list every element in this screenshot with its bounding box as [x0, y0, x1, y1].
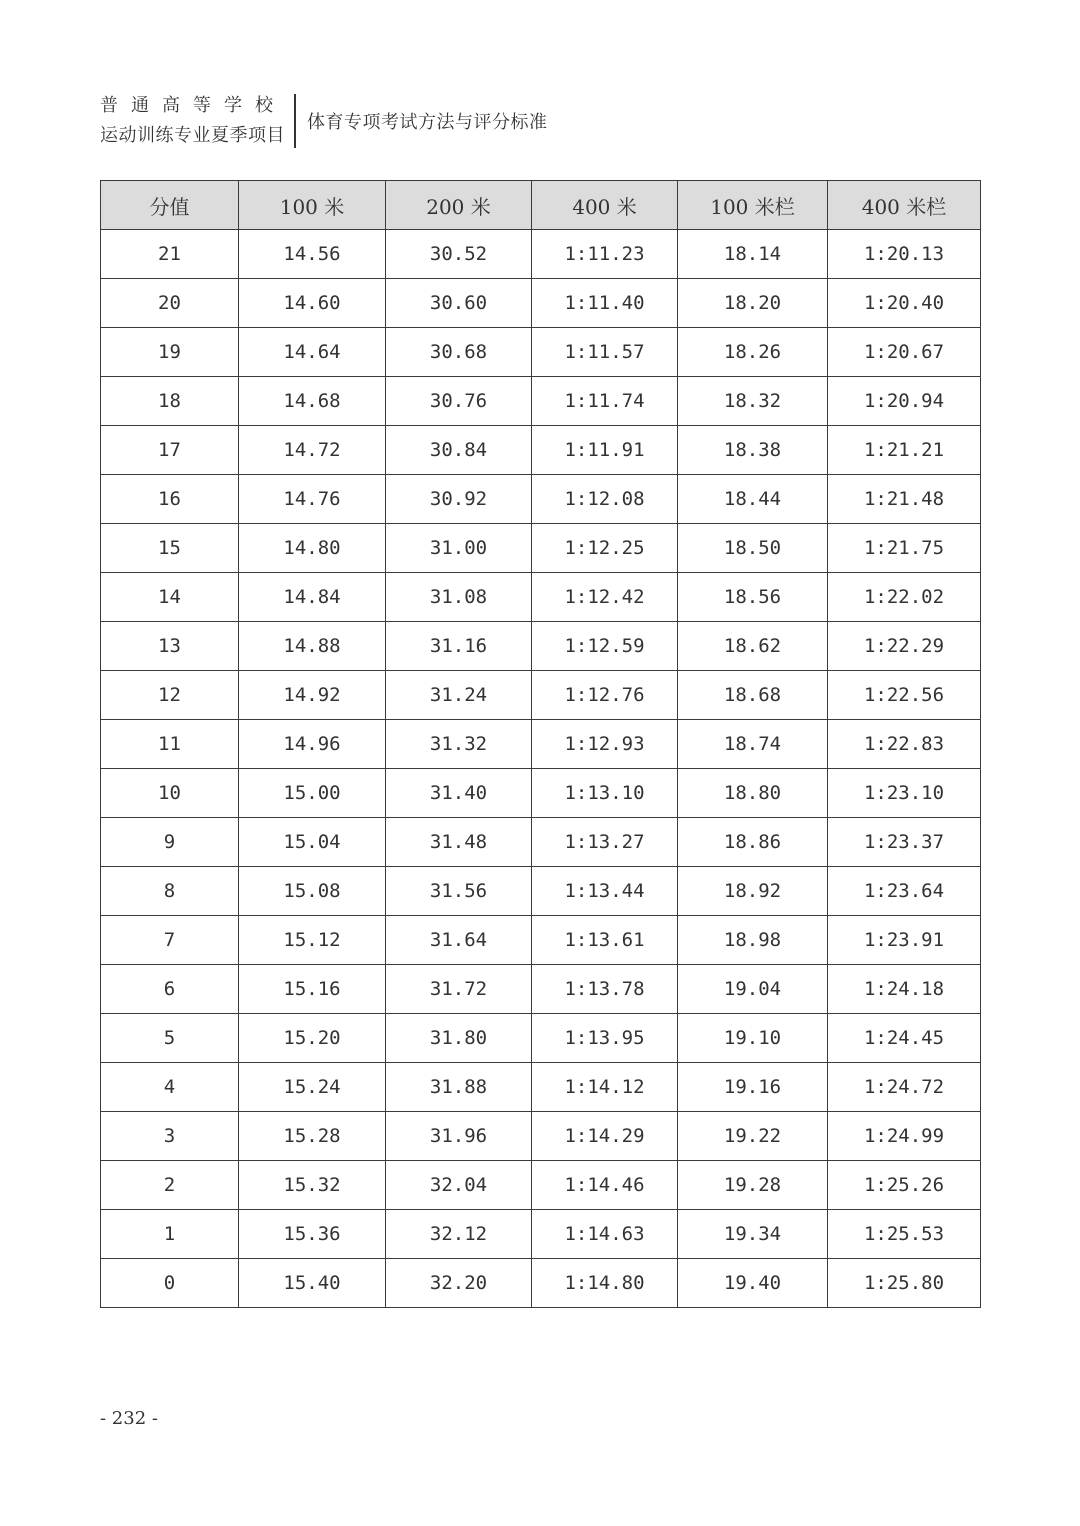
table-row — [101, 1210, 981, 1259]
table-row — [101, 916, 981, 965]
table-cell: 18.68 — [678, 671, 828, 720]
table-cell: 31.32 — [386, 720, 532, 769]
table-cell: 14.92 — [239, 671, 386, 720]
table-row — [101, 230, 981, 279]
table-cell: 30.92 — [386, 475, 532, 524]
table-cell: 1:22.56 — [828, 671, 981, 720]
table-cell: 15.36 — [239, 1210, 386, 1259]
table-cell: 1:13.44 — [532, 867, 678, 916]
table-cell: 1:13.27 — [532, 818, 678, 867]
table-cell: 1:14.63 — [532, 1210, 678, 1259]
table-cell: 1:14.29 — [532, 1112, 678, 1161]
table-cell: 1:21.75 — [828, 524, 981, 573]
table-cell: 1:13.95 — [532, 1014, 678, 1063]
table-cell: 1:12.25 — [532, 524, 678, 573]
table-cell: 1:11.57 — [532, 328, 678, 377]
table-cell: 1:20.67 — [828, 328, 981, 377]
column-header: 400 米栏 — [828, 181, 981, 230]
table-cell: 4 — [101, 1063, 239, 1112]
table-cell: 13 — [101, 622, 239, 671]
table-cell: 15.20 — [239, 1014, 386, 1063]
table-row — [101, 1259, 981, 1308]
table-cell: 15 — [101, 524, 239, 573]
table-cell: 1:25.53 — [828, 1210, 981, 1259]
page-header — [100, 94, 548, 148]
table-cell: 16 — [101, 475, 239, 524]
table-cell: 1:22.02 — [828, 573, 981, 622]
table-row — [101, 1014, 981, 1063]
table-cell: 1:13.61 — [532, 916, 678, 965]
table-cell: 1:11.74 — [532, 377, 678, 426]
table-cell: 14.96 — [239, 720, 386, 769]
table-cell: 12 — [101, 671, 239, 720]
table-cell: 1:12.08 — [532, 475, 678, 524]
table-cell: 18.32 — [678, 377, 828, 426]
table-cell: 19 — [101, 328, 239, 377]
table-cell: 6 — [101, 965, 239, 1014]
table-cell: 1:25.26 — [828, 1161, 981, 1210]
column-header: 100 米 — [239, 181, 386, 230]
table-cell: 30.52 — [386, 230, 532, 279]
header-divider — [294, 94, 296, 148]
table-row — [101, 573, 981, 622]
table-cell: 1:20.94 — [828, 377, 981, 426]
table-cell: 1:24.18 — [828, 965, 981, 1014]
table-row — [101, 1161, 981, 1210]
table-cell: 14.64 — [239, 328, 386, 377]
table-cell: 18.92 — [678, 867, 828, 916]
table-cell: 1:23.10 — [828, 769, 981, 818]
table-cell: 31.00 — [386, 524, 532, 573]
column-header: 分值 — [101, 181, 239, 230]
table-cell: 32.12 — [386, 1210, 532, 1259]
table-cell: 21 — [101, 230, 239, 279]
table-cell: 18.56 — [678, 573, 828, 622]
table-cell: 18 — [101, 377, 239, 426]
table-cell: 19.10 — [678, 1014, 828, 1063]
table-cell: 14.68 — [239, 377, 386, 426]
table-cell: 14.80 — [239, 524, 386, 573]
table-cell: 1:22.83 — [828, 720, 981, 769]
column-header: 100 米栏 — [678, 181, 828, 230]
table-cell: 3 — [101, 1112, 239, 1161]
table-cell: 0 — [101, 1259, 239, 1308]
table-cell: 15.08 — [239, 867, 386, 916]
table-cell: 31.24 — [386, 671, 532, 720]
table-cell: 1:25.80 — [828, 1259, 981, 1308]
table-cell: 14.72 — [239, 426, 386, 475]
header-left-block — [100, 94, 286, 148]
table-cell: 30.60 — [386, 279, 532, 328]
table-cell: 1:11.23 — [532, 230, 678, 279]
table-cell: 18.38 — [678, 426, 828, 475]
table-cell: 1:14.80 — [532, 1259, 678, 1308]
table-cell: 19.28 — [678, 1161, 828, 1210]
table-cell: 30.68 — [386, 328, 532, 377]
score-table — [100, 180, 981, 1308]
table-cell: 14.76 — [239, 475, 386, 524]
table-row — [101, 524, 981, 573]
table-row — [101, 671, 981, 720]
table-row — [101, 426, 981, 475]
table-row — [101, 279, 981, 328]
table-cell: 15.16 — [239, 965, 386, 1014]
table-cell: 31.96 — [386, 1112, 532, 1161]
table-cell: 10 — [101, 769, 239, 818]
table-row — [101, 1063, 981, 1112]
table-cell: 1:21.21 — [828, 426, 981, 475]
header-row — [101, 181, 981, 230]
table-cell: 19.40 — [678, 1259, 828, 1308]
table-cell: 8 — [101, 867, 239, 916]
table-cell: 1:24.72 — [828, 1063, 981, 1112]
table-cell: 14.56 — [239, 230, 386, 279]
header-title: 体育专项考试方法与评分标准 — [307, 112, 548, 133]
table-cell: 1:23.91 — [828, 916, 981, 965]
table-row — [101, 818, 981, 867]
table-cell: 18.86 — [678, 818, 828, 867]
page-number: - 232 - — [100, 1408, 158, 1429]
table-cell: 31.48 — [386, 818, 532, 867]
table-cell: 31.64 — [386, 916, 532, 965]
column-header: 400 米 — [532, 181, 678, 230]
table-cell: 19.16 — [678, 1063, 828, 1112]
table-cell: 31.08 — [386, 573, 532, 622]
table-cell: 1:11.40 — [532, 279, 678, 328]
table-cell: 1:13.78 — [532, 965, 678, 1014]
table-cell: 15.32 — [239, 1161, 386, 1210]
table-cell: 15.12 — [239, 916, 386, 965]
table-row — [101, 769, 981, 818]
table-cell: 18.20 — [678, 279, 828, 328]
header-line-1: 普通高等学校 — [100, 95, 286, 116]
table-cell: 1:14.12 — [532, 1063, 678, 1112]
table-cell: 31.56 — [386, 867, 532, 916]
table-cell: 1:24.99 — [828, 1112, 981, 1161]
table-cell: 32.04 — [386, 1161, 532, 1210]
table-cell: 15.40 — [239, 1259, 386, 1308]
table-row — [101, 867, 981, 916]
header-line-2: 运动训练专业夏季项目 — [100, 125, 285, 146]
table-row — [101, 377, 981, 426]
table-cell: 18.14 — [678, 230, 828, 279]
table-cell: 19.34 — [678, 1210, 828, 1259]
table-cell: 20 — [101, 279, 239, 328]
table-cell: 14.84 — [239, 573, 386, 622]
table-cell: 1:14.46 — [532, 1161, 678, 1210]
score-table-body — [101, 230, 981, 1308]
table-cell: 15.00 — [239, 769, 386, 818]
table-cell: 1:23.64 — [828, 867, 981, 916]
table-cell: 31.80 — [386, 1014, 532, 1063]
table-cell: 1:21.48 — [828, 475, 981, 524]
table-cell: 19.22 — [678, 1112, 828, 1161]
table-cell: 9 — [101, 818, 239, 867]
table-cell: 1:20.40 — [828, 279, 981, 328]
table-cell: 1:13.10 — [532, 769, 678, 818]
table-cell: 15.04 — [239, 818, 386, 867]
table-cell: 31.72 — [386, 965, 532, 1014]
table-row — [101, 328, 981, 377]
table-row — [101, 475, 981, 524]
table-cell: 1:22.29 — [828, 622, 981, 671]
table-cell: 14.60 — [239, 279, 386, 328]
table-cell: 32.20 — [386, 1259, 532, 1308]
table-row — [101, 1112, 981, 1161]
table-cell: 15.28 — [239, 1112, 386, 1161]
table-cell: 30.84 — [386, 426, 532, 475]
table-cell: 1 — [101, 1210, 239, 1259]
table-cell: 1:11.91 — [532, 426, 678, 475]
table-cell: 18.44 — [678, 475, 828, 524]
table-cell: 1:24.45 — [828, 1014, 981, 1063]
table-cell: 18.74 — [678, 720, 828, 769]
column-header: 200 米 — [386, 181, 532, 230]
table-cell: 19.04 — [678, 965, 828, 1014]
table-cell: 31.16 — [386, 622, 532, 671]
table-row — [101, 720, 981, 769]
score-table-header — [101, 181, 981, 230]
table-cell: 18.80 — [678, 769, 828, 818]
table-cell: 15.24 — [239, 1063, 386, 1112]
table-cell: 17 — [101, 426, 239, 475]
table-cell: 2 — [101, 1161, 239, 1210]
table-cell: 1:12.59 — [532, 622, 678, 671]
table-cell: 31.88 — [386, 1063, 532, 1112]
table-cell: 7 — [101, 916, 239, 965]
table-cell: 31.40 — [386, 769, 532, 818]
table-cell: 1:12.42 — [532, 573, 678, 622]
table-cell: 18.26 — [678, 328, 828, 377]
table-cell: 1:12.93 — [532, 720, 678, 769]
table-cell: 18.62 — [678, 622, 828, 671]
table-cell: 11 — [101, 720, 239, 769]
table-cell: 18.50 — [678, 524, 828, 573]
table-row — [101, 622, 981, 671]
table-row — [101, 965, 981, 1014]
table-cell: 1:20.13 — [828, 230, 981, 279]
table-cell: 30.76 — [386, 377, 532, 426]
table-cell: 14 — [101, 573, 239, 622]
table-cell: 5 — [101, 1014, 239, 1063]
table-cell: 14.88 — [239, 622, 386, 671]
table-cell: 18.98 — [678, 916, 828, 965]
table-cell: 1:23.37 — [828, 818, 981, 867]
table-cell: 1:12.76 — [532, 671, 678, 720]
